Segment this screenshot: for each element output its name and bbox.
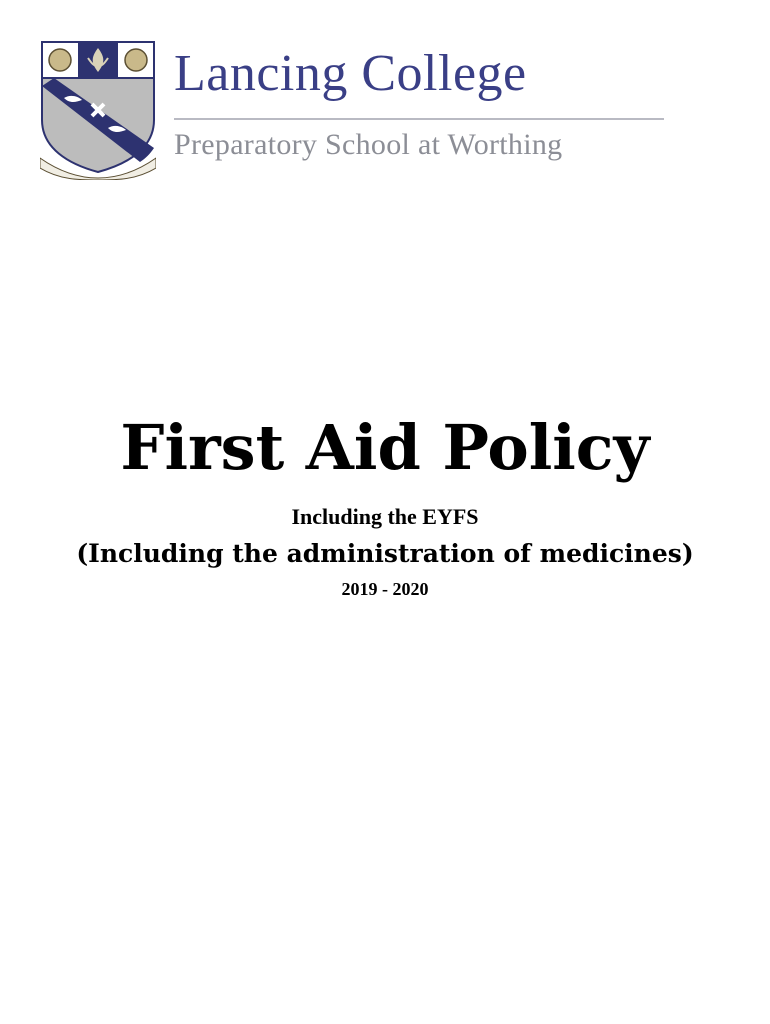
college-name: Lancing College — [174, 45, 527, 102]
document-subtitle: Including the EYFS — [291, 504, 479, 529]
document-subtitle-secondary: (Including the administration of medicines) — [76, 539, 694, 568]
brand-divider — [174, 118, 664, 120]
document-title: First Aid Policy — [120, 411, 650, 484]
brand-block — [174, 44, 674, 162]
title-block — [0, 405, 770, 601]
document-year: 2019 - 2020 — [341, 579, 429, 599]
header — [40, 40, 680, 190]
school-name: Preparatory School at Worthing — [174, 128, 563, 161]
school-crest-icon — [40, 40, 156, 180]
